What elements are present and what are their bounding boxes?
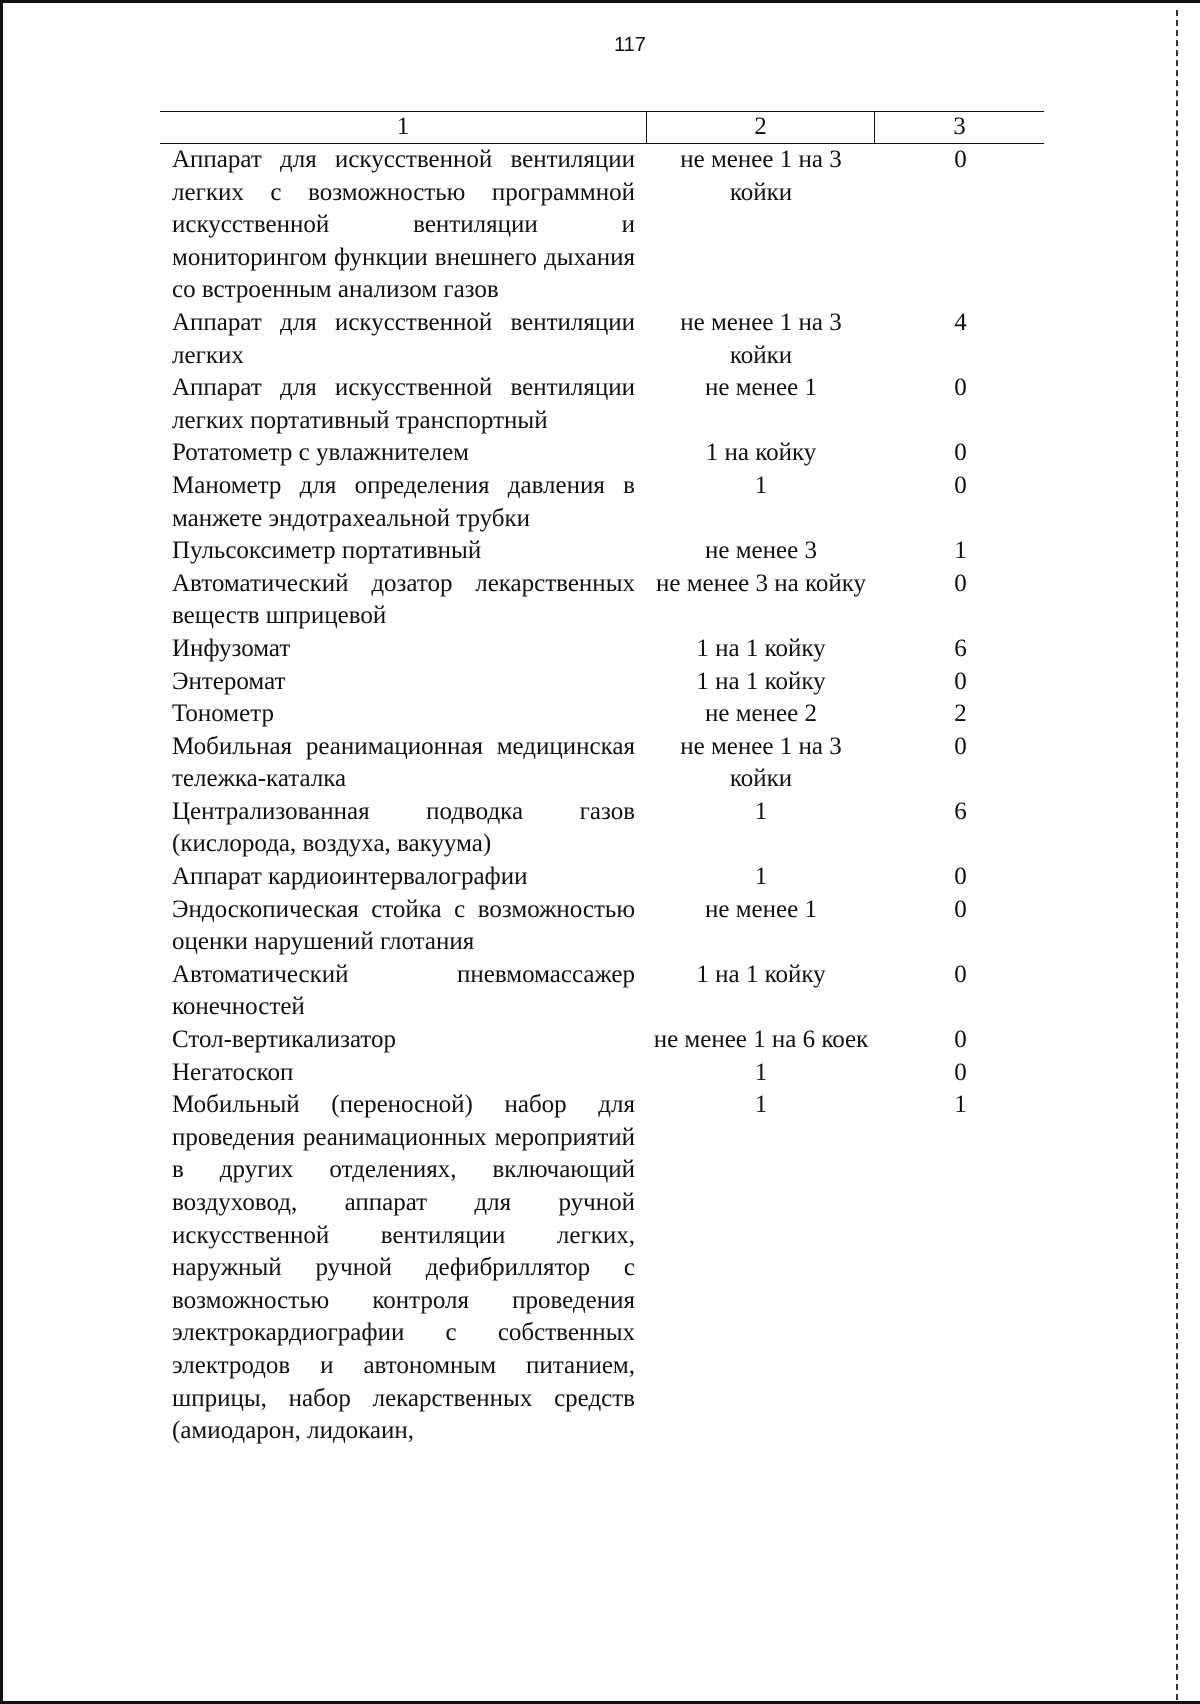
equipment-name: Автоматический пневмомассажер конечностей bbox=[172, 960, 635, 1021]
required-quantity: не менее 3 bbox=[705, 537, 817, 565]
equipment-name: Аппарат для искусственной вентиляции легких с возможностью программной искусственной вентиляции и мониторингом функции внешнего дыхания со встроенным анализом газов bbox=[172, 146, 635, 304]
required-quantity: не менее 3 на койку bbox=[656, 569, 866, 597]
equipment-name: Инфузомат bbox=[172, 634, 291, 662]
table-body bbox=[160, 144, 1044, 1448]
page-frame-left bbox=[0, 0, 3, 1704]
actual-quantity: 0 bbox=[954, 374, 967, 402]
table-row bbox=[160, 959, 1044, 1024]
required-quantity: 1 bbox=[754, 863, 768, 891]
actual-quantity: 0 bbox=[954, 569, 967, 597]
equipment-name: Эндоскопическая стойка с возможностью оценки нарушений глотания bbox=[172, 895, 635, 956]
equipment-name: Мобильная реанимационная медицинская тележка-каталка bbox=[172, 732, 635, 793]
required-quantity: 1 на 1 койку bbox=[696, 960, 826, 988]
table-row bbox=[160, 1024, 1044, 1057]
equipment-name: Мобильный (переносной) набор для проведения реанимационных мероприятий в других отделениях, включающий воздуховод, аппарат для ручной искусственной вентиляции легких, наружный ручной дефибриллятор с возможностью контроля проведения электрокардиографии с собственных электродов и автономным питанием, шприцы, набор лекарственных средств (амиодарон, лидокаин, bbox=[172, 1091, 635, 1445]
table-row bbox=[160, 1057, 1044, 1090]
table-header bbox=[160, 111, 1044, 144]
equipment-name: Энтеромат bbox=[172, 667, 286, 695]
actual-quantity: 0 bbox=[954, 439, 967, 467]
required-quantity: не менее 1 на 3 койки bbox=[680, 146, 842, 206]
actual-quantity: 0 bbox=[954, 863, 967, 891]
table-row bbox=[160, 861, 1044, 894]
table-row bbox=[160, 144, 1044, 307]
table-row bbox=[160, 372, 1044, 437]
table-row bbox=[160, 796, 1044, 861]
equipment-name: Стол-вертикализатор bbox=[172, 1026, 396, 1054]
required-quantity: 1 bbox=[754, 797, 768, 825]
table-row bbox=[160, 633, 1044, 666]
required-quantity: 1 на 1 койку bbox=[696, 634, 826, 662]
actual-quantity: 4 bbox=[954, 308, 967, 336]
page-frame-right bbox=[1176, 10, 1178, 1700]
header-col-3: 3 bbox=[953, 113, 966, 140]
actual-quantity: 0 bbox=[954, 1058, 967, 1086]
required-quantity: не менее 2 bbox=[705, 700, 817, 728]
equipment-name: Аппарат для искусственной вентиляции легких портативный транспортный bbox=[172, 374, 635, 434]
equipment-name: Пульсоксиметр портативный bbox=[172, 537, 482, 565]
table-row bbox=[160, 666, 1044, 699]
header-col-2: 2 bbox=[647, 112, 875, 143]
actual-quantity: 2 bbox=[954, 700, 967, 728]
actual-quantity: 0 bbox=[954, 471, 967, 499]
equipment-name: Аппарат для искусственной вентиляции легких bbox=[172, 308, 635, 369]
required-quantity: не менее 1 на 3 койки bbox=[680, 308, 842, 369]
actual-quantity: 6 bbox=[954, 797, 967, 825]
table-row bbox=[160, 568, 1044, 633]
actual-quantity: 0 bbox=[954, 667, 967, 695]
actual-quantity: 6 bbox=[954, 634, 967, 662]
required-quantity: 1 на 1 койку bbox=[696, 667, 826, 695]
table-row bbox=[160, 470, 1044, 535]
equipment-name: Тонометр bbox=[172, 700, 274, 728]
table-row bbox=[160, 1089, 1044, 1448]
required-quantity: 1 bbox=[754, 1091, 768, 1119]
table-row bbox=[160, 731, 1044, 796]
equipment-name: Негатоскоп bbox=[172, 1058, 294, 1086]
required-quantity: не менее 1 на 6 коек bbox=[653, 1026, 869, 1054]
required-quantity: не менее 1 на 3 койки bbox=[680, 732, 842, 793]
actual-quantity: 0 bbox=[954, 895, 967, 923]
header-col-1: 1 bbox=[160, 112, 647, 143]
actual-quantity: 0 bbox=[954, 1026, 967, 1054]
required-quantity: 1 bbox=[754, 1058, 768, 1086]
equipment-name: Централизованная подводка газов (кислорода, воздуха, вакуума) bbox=[172, 797, 635, 858]
actual-quantity: 0 bbox=[954, 146, 967, 173]
table-row bbox=[160, 307, 1044, 372]
page-number: 117 bbox=[614, 34, 646, 56]
required-quantity: 1 на койку bbox=[705, 439, 817, 467]
equipment-name: Автоматический дозатор лекарственных веществ шприцевой bbox=[172, 569, 635, 630]
table-row bbox=[160, 437, 1044, 470]
required-quantity: не менее 1 bbox=[705, 374, 817, 402]
required-quantity: 1 bbox=[754, 471, 768, 499]
actual-quantity: 1 bbox=[954, 1091, 967, 1119]
page-frame-top bbox=[0, 0, 1200, 3]
equipment-name: Ротатометр с увлажнителем bbox=[172, 439, 469, 467]
table-row bbox=[160, 535, 1044, 568]
equipment-name: Манометр для определения давления в манжете эндотрахеальной трубки bbox=[172, 471, 635, 532]
actual-quantity: 0 bbox=[954, 732, 967, 760]
table-row bbox=[160, 698, 1044, 731]
actual-quantity: 1 bbox=[954, 537, 967, 565]
table-row bbox=[160, 894, 1044, 959]
actual-quantity: 0 bbox=[954, 960, 967, 988]
equipment-table bbox=[160, 111, 1044, 1448]
equipment-name: Аппарат кардиоинтервалографии bbox=[172, 863, 528, 891]
required-quantity: не менее 1 bbox=[705, 895, 817, 923]
